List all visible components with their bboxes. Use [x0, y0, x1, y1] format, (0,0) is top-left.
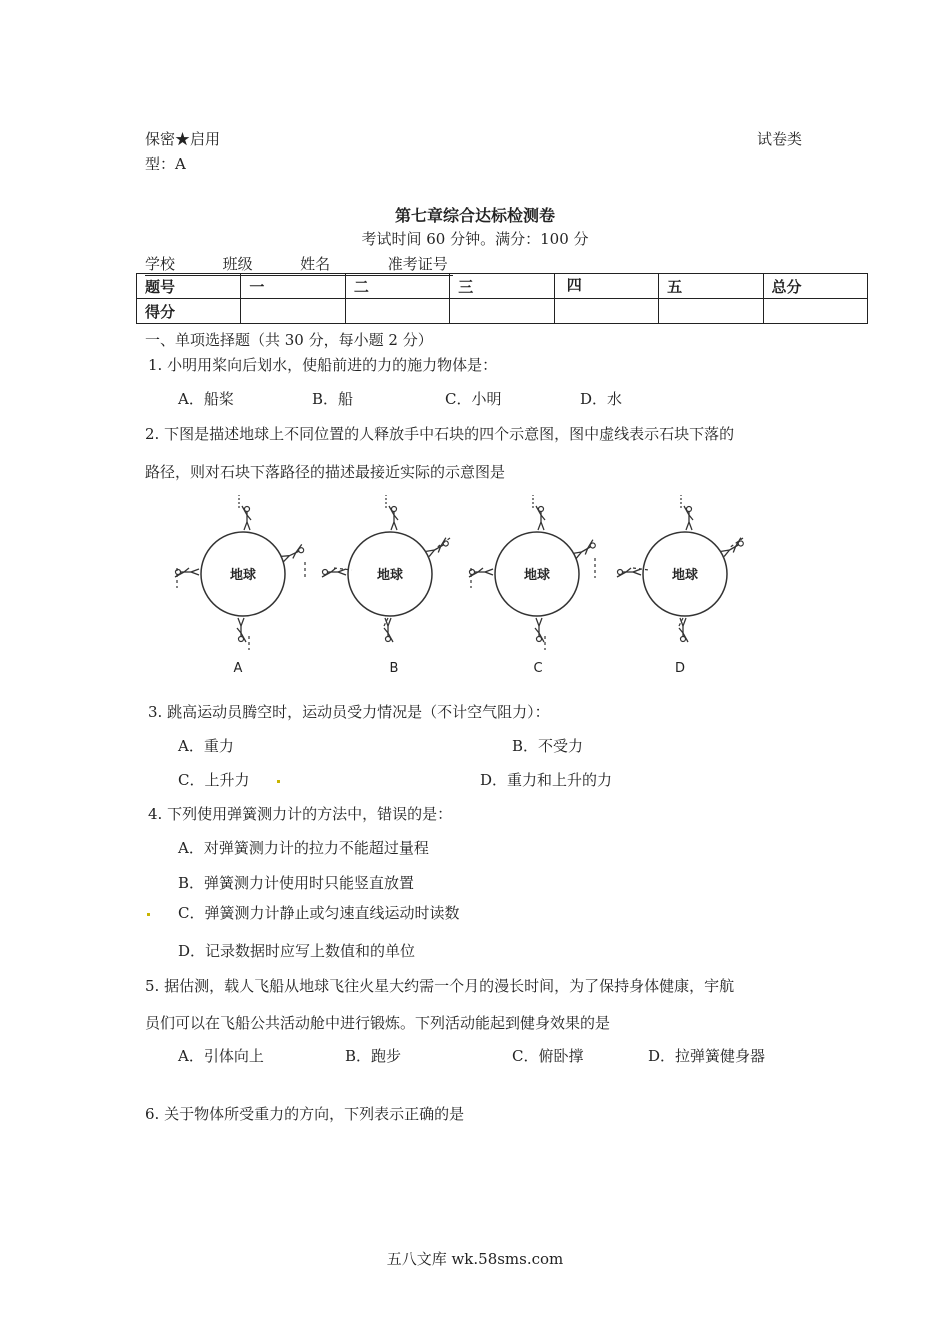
earth-label: 地球: [671, 568, 699, 583]
earth-diagram-b: [322, 495, 450, 642]
score-table-cell: 总分: [763, 274, 867, 299]
q1-stem: 1. 小明用桨向后划水，使船前进的力的施力物体是：: [148, 356, 498, 374]
q3-option-b: B．不受力: [512, 737, 584, 755]
q3-option-c: C．上升力: [178, 771, 250, 789]
score-input-cell: [450, 299, 554, 324]
info-exam-id: 准考证号: [387, 255, 448, 273]
score-table: [136, 273, 868, 324]
footer-watermark: 五八文库 wk.58sms.com: [386, 1250, 564, 1268]
earth-diagram-a: [175, 495, 306, 650]
q5-stem-line2: 员们可以在飞船公共活动舱中进行锻炼。下列活动能起到健身效果的是: [145, 1014, 611, 1032]
stray-mark: [147, 913, 150, 916]
earth-diagrams: [165, 495, 765, 680]
q5-option-c: C．俯卧撑: [512, 1047, 584, 1065]
score-table-cell: 一: [241, 274, 345, 299]
paper-type-label: 试卷类: [757, 130, 803, 148]
score-input-cell: [659, 299, 763, 324]
info-school: 学校: [145, 255, 176, 273]
info-name: 姓名: [300, 255, 331, 273]
q1-option-d: D．水: [580, 390, 623, 408]
score-table-cell: 题号: [137, 274, 241, 299]
q2-stem-line2: 路径，则对石块下落路径的描述最接近实际的示意图是: [145, 463, 506, 481]
q2-stem-line1: 2. 下图是描述地球上不同位置的人释放手中石块的四个示意图，图中虚线表示石块下落的: [145, 425, 735, 443]
q1-option-a: A．船桨: [178, 390, 234, 408]
q3-option-d: D．重力和上升的力: [480, 771, 613, 789]
earth-label: 地球: [523, 568, 551, 583]
q5-option-d: D．拉弹簧健身器: [648, 1047, 766, 1065]
q1-option-c: C．小明: [445, 390, 502, 408]
score-input-cell: [763, 299, 867, 324]
score-row-label: 得分: [137, 299, 241, 324]
q5-stem-line1: 5. 据估测，载人飞船从地球飞往火星大约需一个月的漫长时间，为了保持身体健康，宇航: [145, 977, 735, 995]
score-table-cell: 二: [345, 274, 449, 299]
q4-option-d: D．记录数据时应写上数值和的单位: [178, 942, 416, 960]
q5-option-b: B．跑步: [345, 1047, 402, 1065]
score-table-cell: 三: [450, 274, 554, 299]
figure-label-a: A: [233, 661, 243, 676]
page-title: 第七章综合达标检测卷: [394, 206, 555, 225]
q1-option-b: B．船: [312, 390, 354, 408]
info-class: 班级: [222, 255, 253, 273]
score-table-header-row: [137, 274, 868, 299]
figure-label-b: B: [389, 661, 399, 676]
figure-label-c: C: [533, 661, 543, 676]
q5-option-a: A．引体向上: [178, 1047, 264, 1065]
secret-label: 保密★启用: [145, 130, 221, 148]
q3-stem: 3. 跳高运动员腾空时，运动员受力情况是（不计空气阻力）：: [148, 703, 550, 721]
section-heading: 一、单项选择题（共 30 分，每小题 2 分）: [145, 331, 433, 349]
q4-stem: 4. 下列使用弹簧测力计的方法中，错误的是：: [148, 805, 453, 823]
paper-type-value: 型：A: [145, 155, 186, 173]
score-input-cell: [554, 299, 658, 324]
q4-option-c: C．弹簧测力计静止或匀速直线运动时读数: [178, 904, 460, 922]
stray-mark: [277, 780, 280, 783]
score-table-cell: 四: [554, 274, 658, 299]
exam-subtitle: 考试时间 60 分钟。满分：100 分: [361, 230, 589, 248]
score-input-cell: [241, 299, 345, 324]
earth-diagram-d: [617, 495, 745, 642]
q4-option-b: B．弹簧测力计使用时只能竖直放置: [178, 874, 415, 892]
earth-diagram-c: [469, 495, 597, 650]
figure-label-d: D: [674, 661, 686, 676]
earth-label: 地球: [229, 568, 257, 583]
score-input-cell: [345, 299, 449, 324]
q4-option-a: A．对弹簧测力计的拉力不能超过量程: [178, 839, 429, 857]
q6-stem: 6. 关于物体所受重力的方向，下列表示正确的是: [145, 1105, 465, 1123]
earth-label: 地球: [376, 568, 404, 583]
score-table-cell: 五: [659, 274, 763, 299]
score-table-score-row: [137, 299, 868, 324]
q3-option-a: A．重力: [178, 737, 234, 755]
